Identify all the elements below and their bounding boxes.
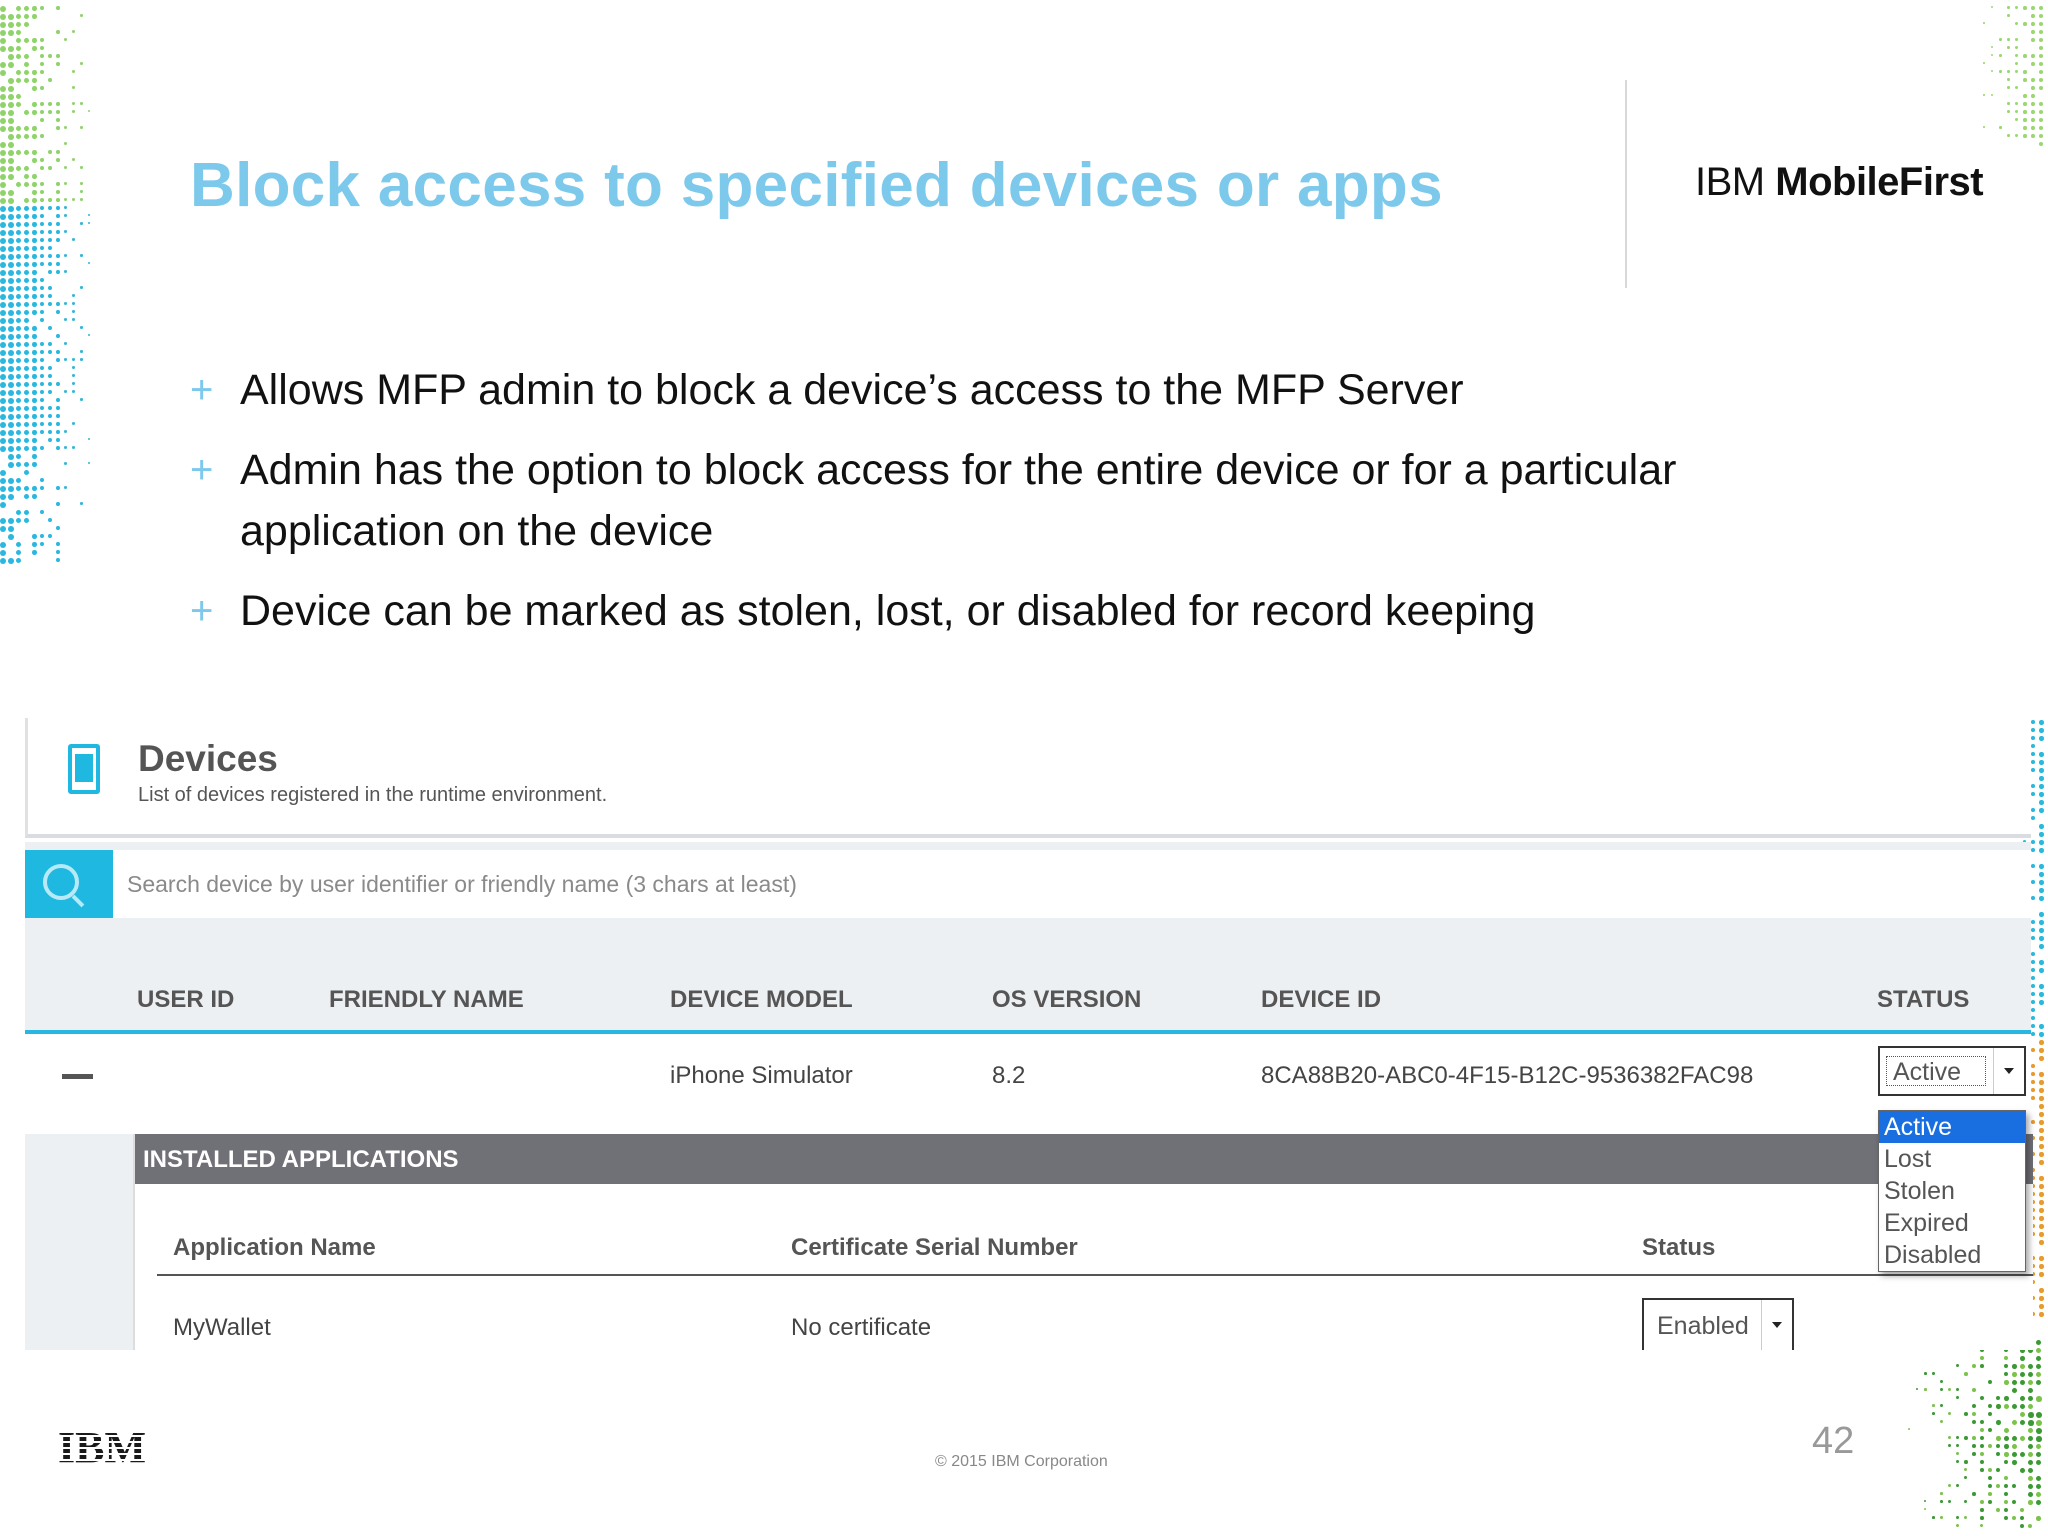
devices-header: [25, 718, 2031, 838]
device-status-select[interactable]: [1878, 1046, 2026, 1096]
device-os-version: 8.2: [992, 1062, 1026, 1089]
devices-body: [25, 842, 2031, 1350]
column-header-device-id[interactable]: DEVICE ID: [1261, 986, 1382, 1013]
column-header-device-model[interactable]: DEVICE MODEL: [670, 986, 853, 1013]
plus-icon: +: [190, 448, 214, 492]
installed-applications-panel: [133, 1134, 2033, 1350]
copyright-text: © 2015 IBM Corporation: [935, 1453, 1108, 1470]
app-status-value: Enabled: [1657, 1312, 1749, 1340]
search-icon-handle: [72, 895, 85, 908]
devices-subtitle: List of devices registered in the runtime environment.: [138, 784, 608, 806]
page-number: 42: [1812, 1420, 1855, 1462]
slide-title: Block access to specified devices or apps: [190, 151, 1443, 220]
bullet-text: Admin has the option to block access for the entire device or for a particular application on the device: [240, 446, 1677, 555]
brand-logo: [1695, 160, 1983, 205]
mobile-device-icon: [68, 744, 100, 794]
device-model: iPhone Simulator: [670, 1062, 853, 1089]
device-status-value: Active: [1886, 1056, 1986, 1086]
device-id: 8CA88B20-ABC0-4F15-B12C-9536382FAC98: [1261, 1062, 1754, 1089]
header-divider: [1625, 80, 1627, 288]
app-certificate: No certificate: [791, 1314, 932, 1341]
status-option-stolen[interactable]: Stolen: [1884, 1177, 1955, 1205]
app-status-select[interactable]: [1642, 1298, 1794, 1350]
bullet-item: [190, 440, 1810, 562]
search-input[interactable]: [113, 850, 2031, 918]
bullet-text: Device can be marked as stolen, lost, or disabled for record keeping: [240, 587, 1536, 635]
ibm-logo: [58, 1428, 173, 1470]
bullet-text: Allows MFP admin to block a device’s access to the MFP Server: [240, 366, 1464, 414]
status-option-lost[interactable]: Lost: [1884, 1145, 1932, 1173]
devices-console-screenshot: [22, 718, 2034, 1350]
apps-column-status: Status: [1642, 1234, 1716, 1261]
dropdown-arrow-icon[interactable]: [1761, 1300, 1792, 1350]
column-header-status[interactable]: STATUS: [1877, 986, 1970, 1013]
column-header-friendly-name[interactable]: FRIENDLY NAME: [329, 986, 524, 1013]
status-option-expired[interactable]: Expired: [1884, 1209, 1969, 1237]
bullet-item: [190, 360, 1810, 421]
status-dropdown-menu: [1878, 1110, 2026, 1272]
bullet-item: [190, 581, 1810, 642]
apps-column-certificate: Certificate Serial Number: [791, 1234, 1078, 1261]
installed-applications-label: INSTALLED APPLICATIONS: [143, 1146, 459, 1173]
status-option-disabled[interactable]: Disabled: [1884, 1241, 1982, 1269]
brand-light: IBM: [1695, 160, 1765, 204]
status-option-active[interactable]: Active: [1879, 1111, 2025, 1143]
device-row: [25, 1034, 2031, 1134]
column-header-os-version[interactable]: OS VERSION: [992, 986, 1142, 1013]
plus-icon: +: [190, 368, 214, 412]
collapse-icon[interactable]: [62, 1074, 93, 1079]
app-name: MyWallet: [173, 1314, 271, 1341]
column-header-user-id[interactable]: USER ID: [137, 986, 235, 1013]
dropdown-arrow-icon[interactable]: [1993, 1048, 2024, 1094]
installed-applications-bar: [135, 1134, 2033, 1184]
brand-bold: MobileFirst: [1775, 160, 1984, 204]
search-button[interactable]: [25, 850, 113, 918]
apps-column-application-name: Application Name: [173, 1234, 376, 1261]
bullet-list: [190, 360, 1810, 661]
apps-header-divider: [157, 1274, 2033, 1276]
plus-icon: +: [190, 589, 214, 633]
devices-title: Devices: [138, 738, 278, 779]
